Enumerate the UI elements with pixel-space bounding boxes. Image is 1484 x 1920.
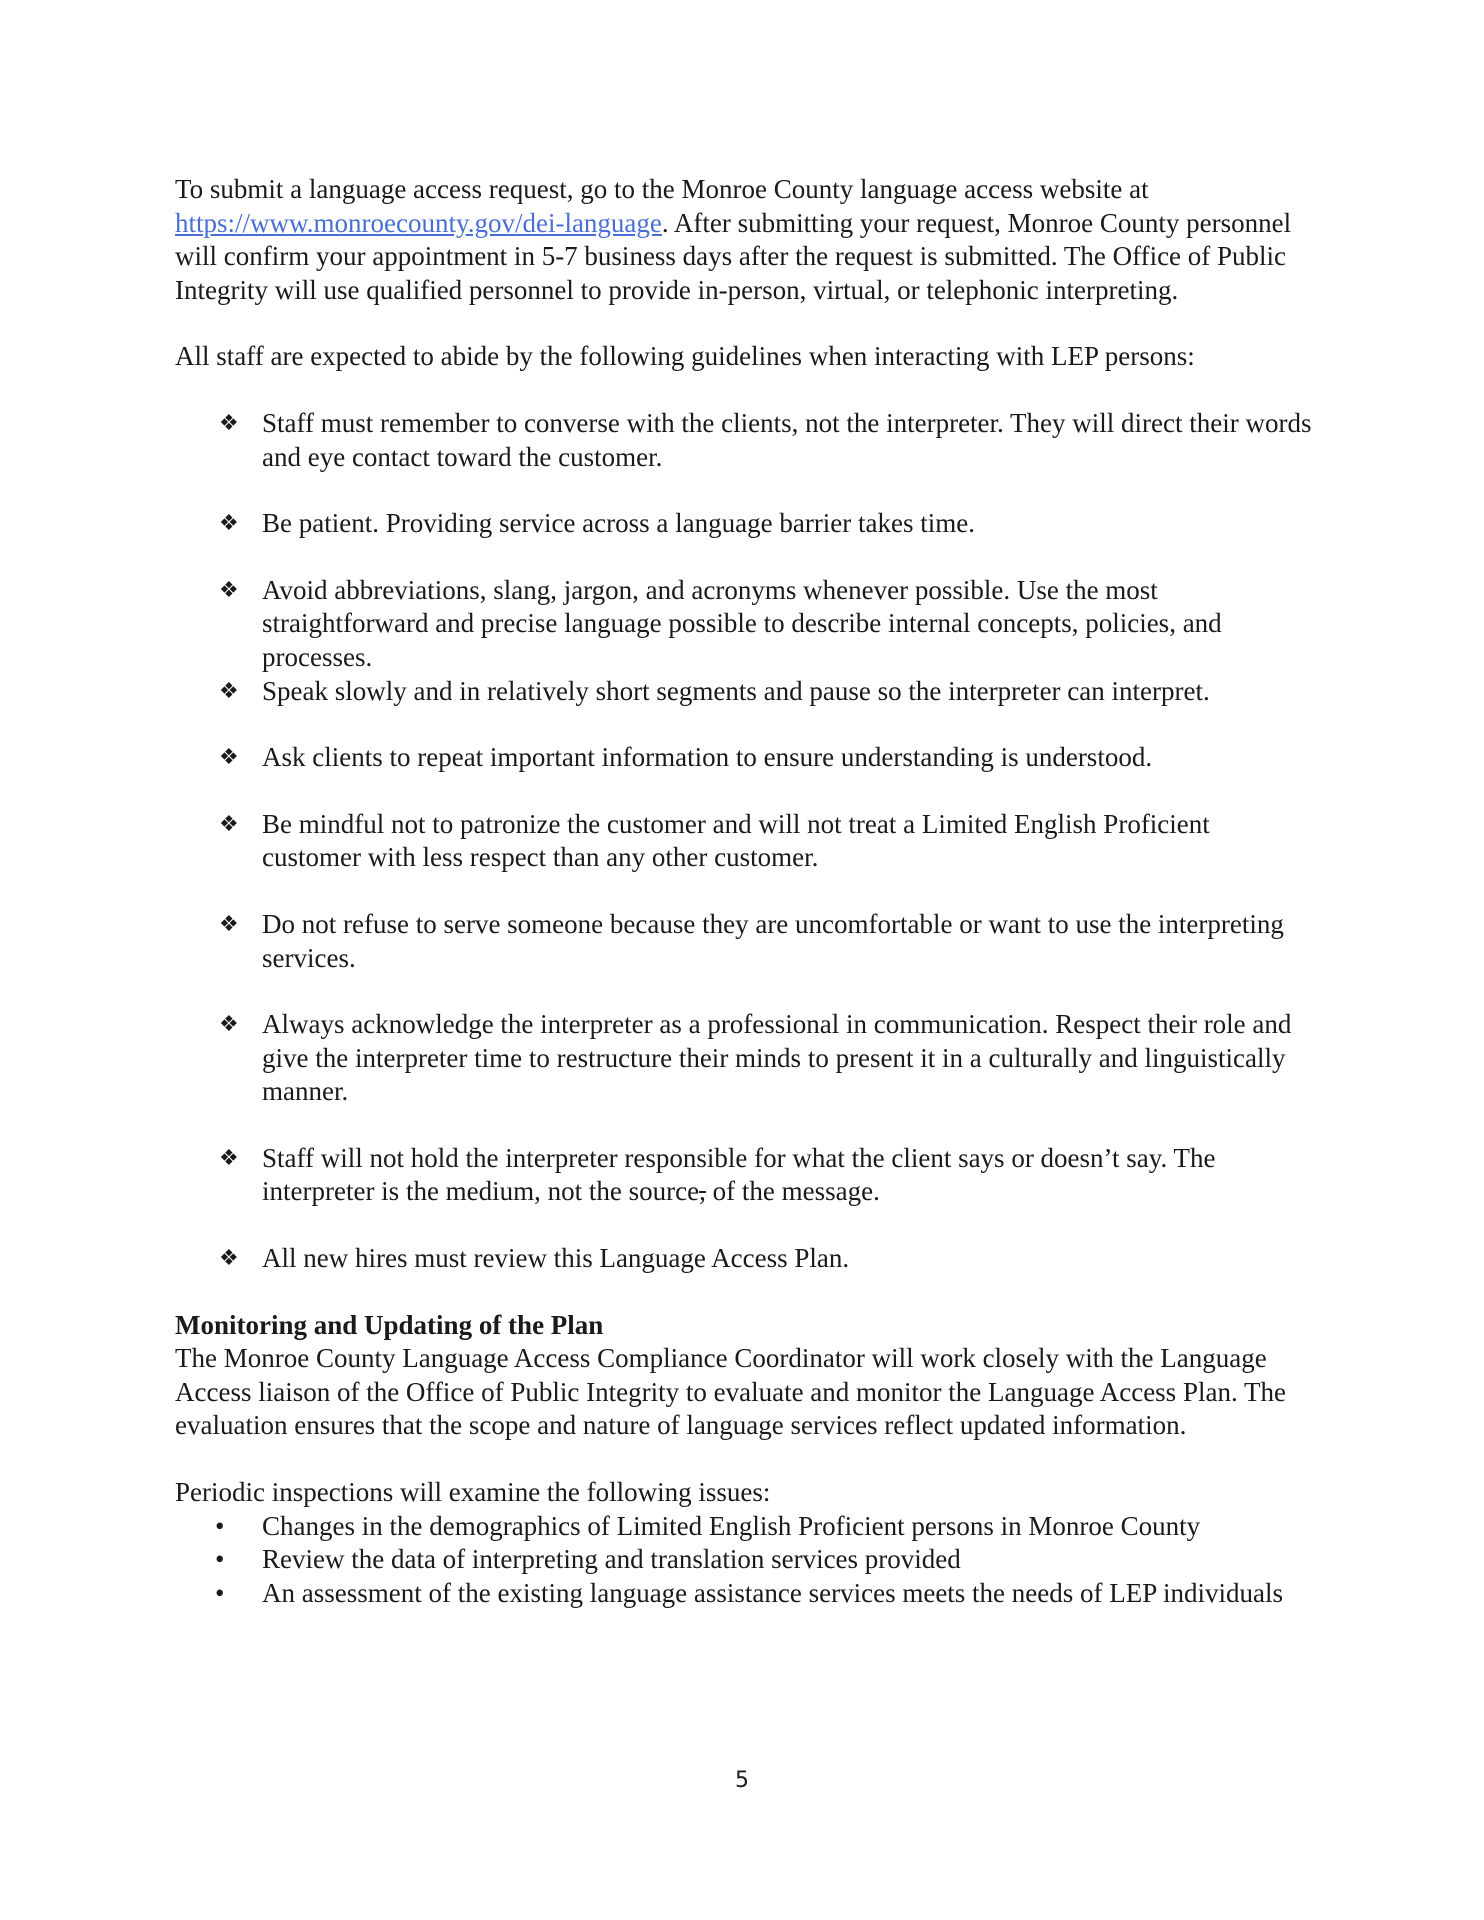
- bullet-dot-icon: •: [215, 1577, 225, 1608]
- bullet-dot-icon: •: [215, 1510, 225, 1541]
- inspection-item: [175, 1577, 1315, 1611]
- inspection-item: [175, 1510, 1315, 1544]
- guideline-item: [175, 1142, 1315, 1209]
- monitoring-body: The Monroe County Language Access Compliance Coordinator will work closely with the Language Access liaison of the Office of Public Integrity to evaluate and monitor the Language Access Plan. The evaluation ensures that the scope and nature of language services reflect updated information.: [175, 1343, 1286, 1441]
- bullet-dot-icon: •: [215, 1544, 225, 1575]
- inspection-text: Review the data of interpreting and translation services provided: [262, 1544, 961, 1575]
- diamond-bullet-icon: ❖: [219, 1145, 239, 1171]
- page-number: 5: [735, 1768, 749, 1793]
- guideline-text: Speak slowly and in relatively short segments and pause so the interpreter can interpret.: [262, 675, 1210, 706]
- guideline-text-after: of the message.: [705, 1176, 880, 1207]
- inspection-text: An assessment of the existing language assistance services meets the needs of LEP individuals: [262, 1577, 1284, 1608]
- diamond-bullet-icon: ❖: [219, 811, 239, 837]
- guideline-text: Be mindful not to patronize the customer and will not treat a Limited English Proficient customer with less respect than any other customer.: [262, 808, 1210, 873]
- inspection-item: [175, 1543, 1315, 1577]
- guideline-item: [175, 574, 1315, 675]
- monitoring-heading: Monitoring and Updating of the Plan: [175, 1309, 604, 1340]
- guidelines-intro: All staff are expected to abide by the following guidelines when interacting with LEP persons:: [175, 341, 1195, 372]
- diamond-bullet-icon: ❖: [219, 577, 239, 603]
- struck-comma: ,: [699, 1176, 706, 1207]
- guideline-text: Staff must remember to converse with the clients, not the interpreter. They will direct their words and eye contact toward the customer.: [262, 407, 1312, 472]
- inspections-intro: Periodic inspections will examine the following issues:: [175, 1477, 771, 1508]
- diamond-bullet-icon: ❖: [219, 1246, 239, 1272]
- guideline-text: Avoid abbreviations, slang, jargon, and acronyms whenever possible. Use the most straightforward and precise language possible to describe internal concepts, policies, and processes.: [262, 574, 1222, 672]
- guideline-item: [175, 1008, 1315, 1109]
- diamond-bullet-icon: ❖: [219, 1012, 239, 1038]
- guideline-text-before: Staff will not hold the interpreter responsible for what the client says or doesn’t say. The interpreter is the medium, not the source: [262, 1142, 1216, 1207]
- inspection-text: Changes in the demographics of Limited English Proficient persons in Monroe County: [262, 1510, 1201, 1541]
- diamond-bullet-icon: ❖: [219, 511, 239, 537]
- guideline-text: Ask clients to repeat important information to ensure understanding is understood.: [262, 742, 1153, 773]
- guideline-item: [175, 741, 1315, 775]
- guideline-text: All new hires must review this Language Access Plan.: [262, 1243, 850, 1274]
- guidelines-list: [175, 407, 1315, 1276]
- diamond-bullet-icon: ❖: [219, 911, 239, 937]
- document-page: [175, 173, 1315, 1610]
- guideline-text: Do not refuse to serve someone because they are uncomfortable or want to use the interpreting services.: [262, 908, 1284, 973]
- inspections-list: [175, 1510, 1315, 1611]
- guideline-text: Always acknowledge the interpreter as a professional in communication. Respect their role and give the interpreter time to restructure their minds to present it in a culturally and linguistically manner.: [262, 1009, 1292, 1107]
- guideline-item: [175, 908, 1315, 975]
- guideline-item: [175, 507, 1315, 541]
- guideline-item: [175, 407, 1315, 474]
- guideline-text: Be patient. Providing service across a language barrier takes time.: [262, 508, 975, 539]
- guideline-item: [175, 808, 1315, 875]
- guideline-item: [175, 675, 1315, 709]
- diamond-bullet-icon: ❖: [219, 410, 239, 436]
- diamond-bullet-icon: ❖: [219, 745, 239, 771]
- diamond-bullet-icon: ❖: [219, 678, 239, 704]
- intro-text-before-link: To submit a language access request, go to the Monroe County language access website at: [175, 174, 1149, 204]
- intro-text-after-link: . After submitting your request, Monroe County personnel will confirm your appointment in 5-7 business days after the request is submitted. The Office of Public Integrity will use qualified personnel to provide in-person, virtual, or telephonic interpreting.: [175, 207, 1292, 305]
- language-access-link[interactable]: https://www.monroecounty.gov/dei-language: [175, 207, 662, 238]
- intro-paragraph: [175, 173, 1315, 307]
- guideline-item: [175, 1242, 1315, 1276]
